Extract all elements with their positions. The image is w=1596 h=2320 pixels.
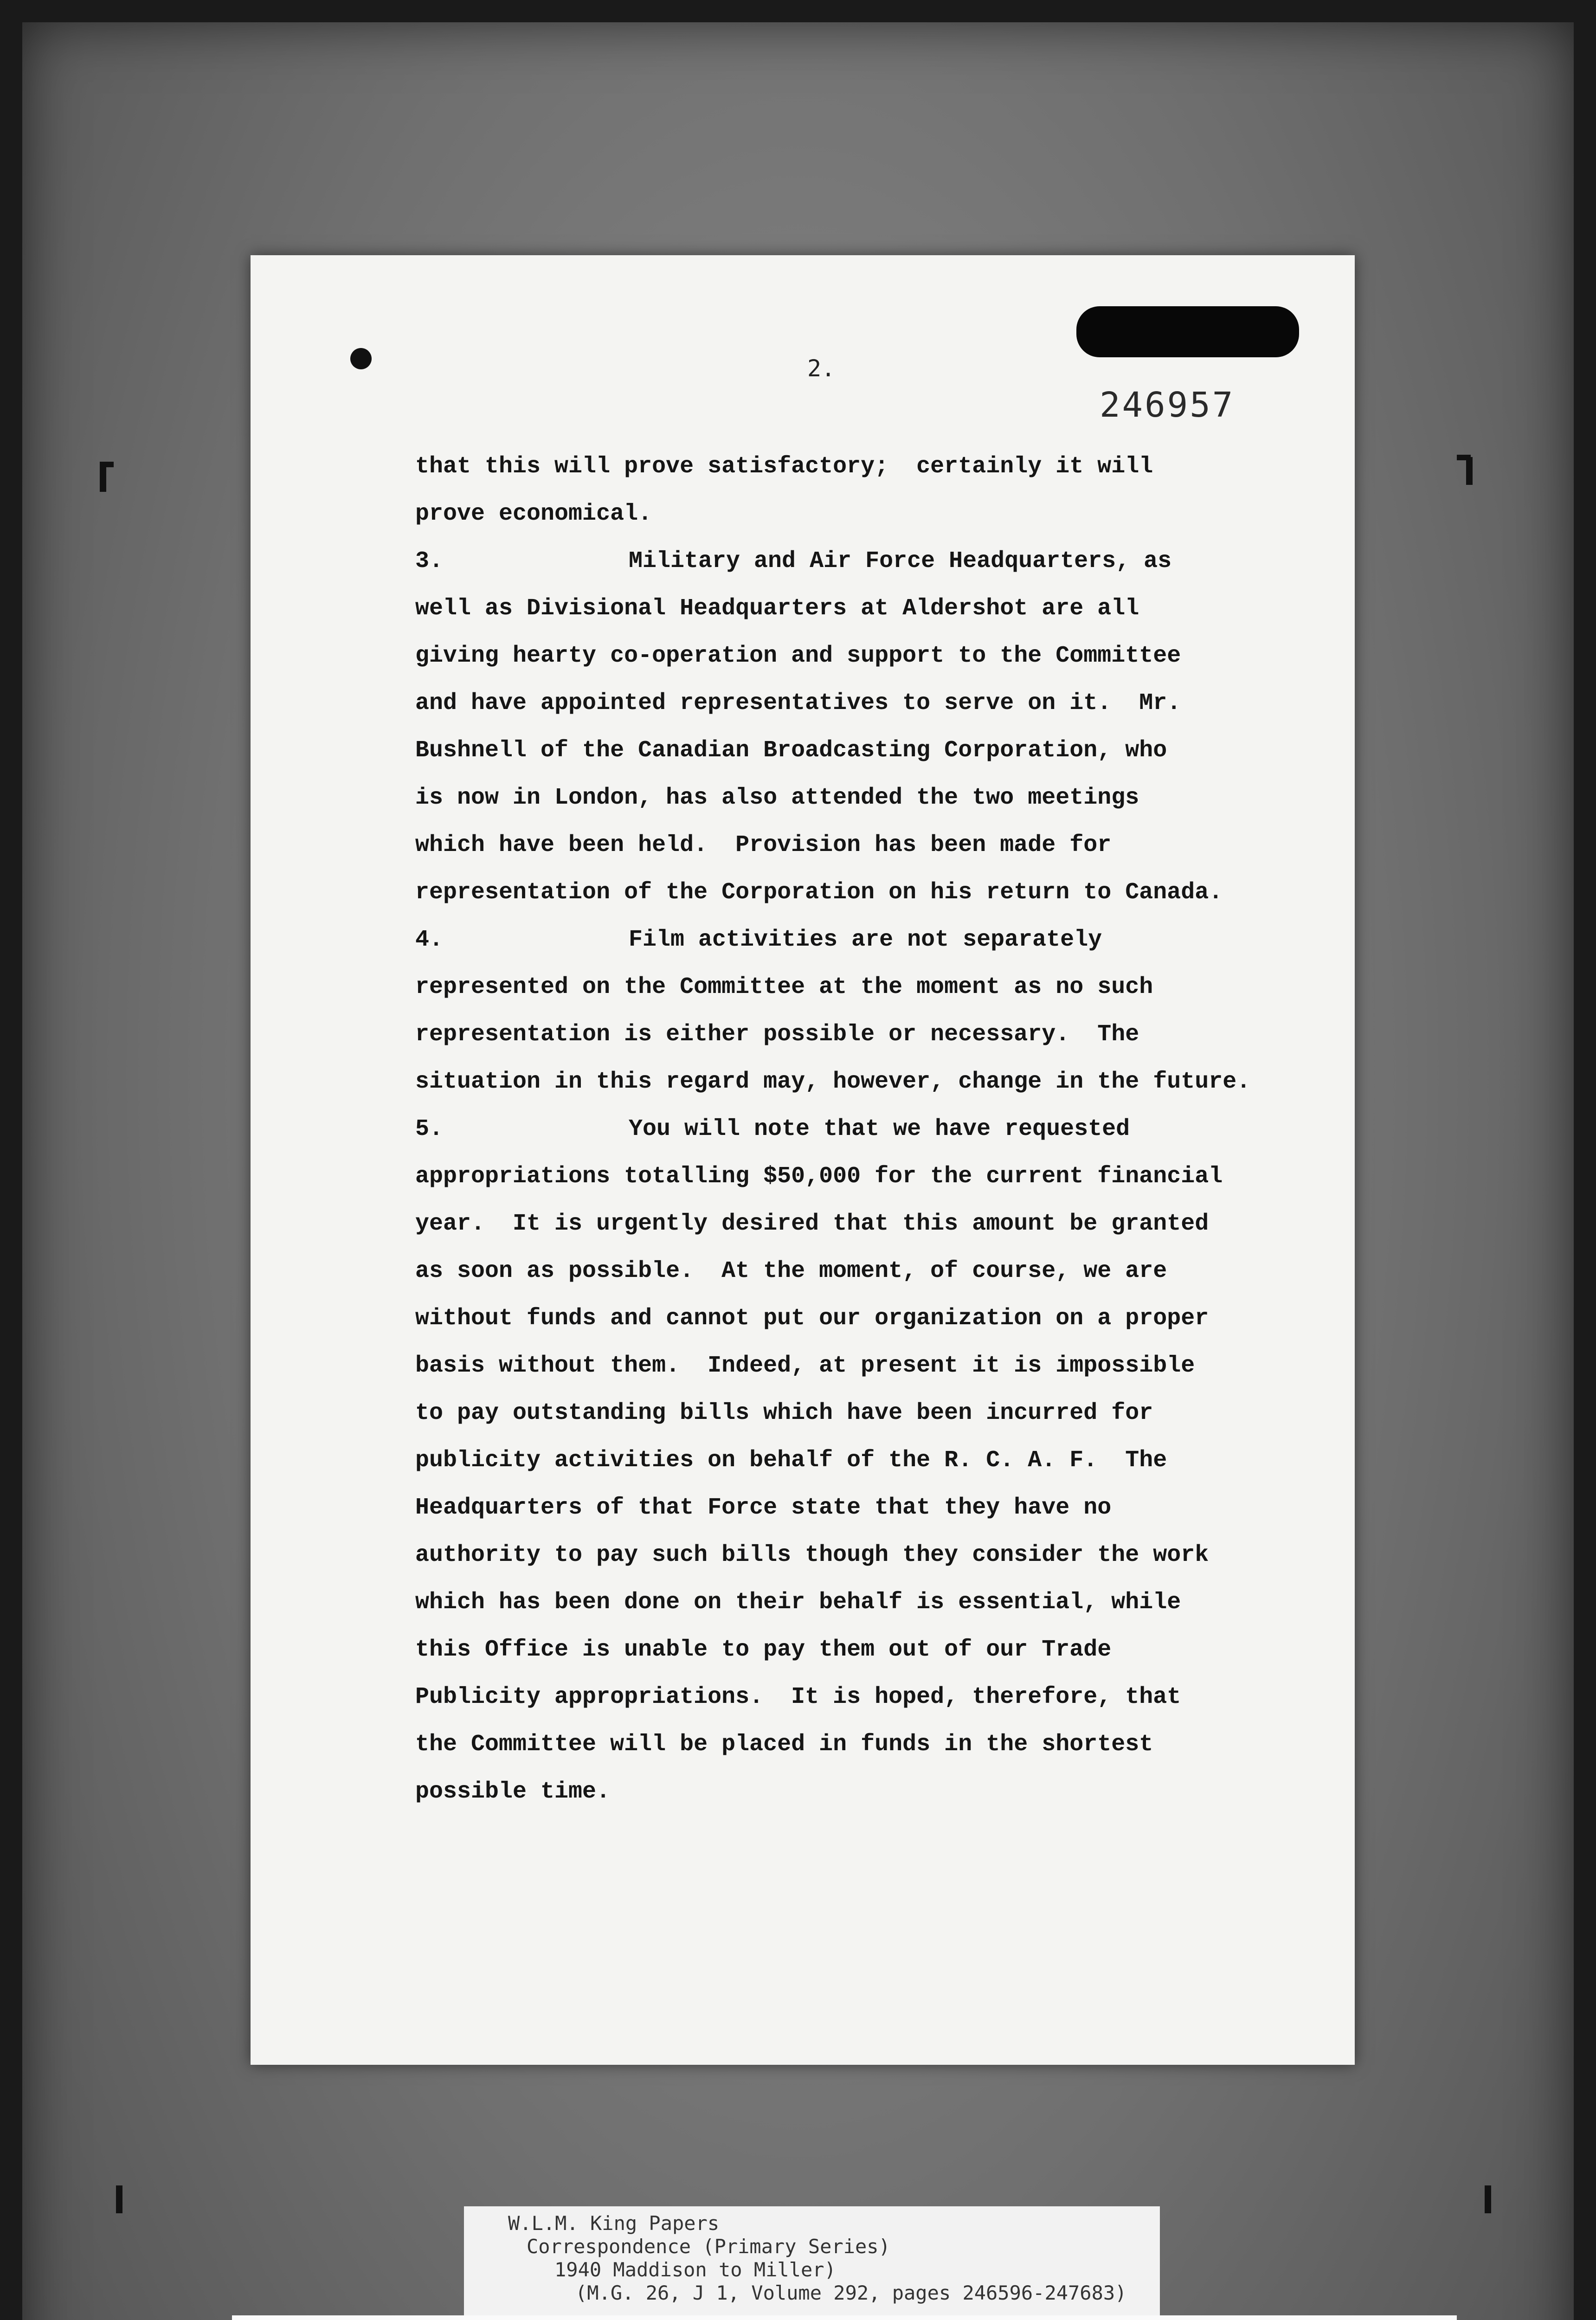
catalog-line: Correspondence (Primary Series) — [527, 2235, 890, 2258]
text-line: giving hearty co-operation and support to the Committee — [415, 643, 1181, 669]
catalog-line: (M.G. 26, J 1, Volume 292, pages 246596-247683) — [575, 2281, 1127, 2304]
registration-mark-icon — [116, 2185, 122, 2213]
registration-mark-icon — [100, 462, 114, 467]
registration-mark-icon — [100, 464, 106, 492]
text-line: well as Divisional Headquarters at Aldershot are all — [415, 595, 1139, 622]
text-line: is now in London, has also attended the two meetings — [415, 785, 1139, 811]
redaction-bar — [1076, 306, 1299, 357]
text-line: which have been held. Provision has been made for — [415, 832, 1112, 858]
catalog-label — [464, 2206, 1160, 2318]
text-line: appropriations totalling $50,000 for the current financial — [415, 1163, 1223, 1190]
catalog-line: 1940 Maddison to Miller) — [554, 2258, 836, 2281]
text-line: as soon as possible. At the moment, of course, we are — [415, 1258, 1167, 1284]
catalog-line: W.L.M. King Papers — [508, 2212, 720, 2235]
text-line: to pay outstanding bills which have been incurred for — [415, 1400, 1153, 1426]
text-line: the Committee will be placed in funds in the shortest — [415, 1731, 1153, 1758]
text-line: Publicity appropriations. It is hoped, therefore, that — [415, 1684, 1181, 1710]
registration-mark-icon — [1485, 2185, 1491, 2213]
text-line: and have appointed representatives to serve on it. Mr. — [415, 690, 1181, 716]
page-number: 2. — [807, 355, 836, 382]
paragraph-3-first-line: 3. Military and Air Force Headquarters, as — [415, 538, 1287, 585]
registration-mark-icon — [1457, 455, 1471, 460]
paragraph-number: 3. — [415, 548, 444, 574]
text-line: year. It is urgently desired that this amount be granted — [415, 1211, 1209, 1237]
text-line: this Office is unable to pay them out of our Trade — [415, 1637, 1112, 1663]
text-line: Bushnell of the Canadian Broadcasting Corporation, who — [415, 737, 1167, 764]
text-line: Headquarters of that Force state that they have no — [415, 1495, 1112, 1521]
text-line: representation of the Corporation on his return to Canada. — [415, 879, 1223, 906]
text-line: prove economical. — [415, 501, 652, 527]
registration-mark-icon — [1466, 457, 1473, 485]
text-line: basis without them. Indeed, at present it is impossible — [415, 1353, 1195, 1379]
text-line: without funds and cannot put our organization on a proper — [415, 1305, 1209, 1332]
paragraph-5-first-line: 5. You will note that we have requested — [415, 1106, 1287, 1153]
text-line: situation in this regard may, however, change in the future. — [415, 1069, 1251, 1095]
letter-body — [415, 443, 1287, 1816]
text-line: represented on the Committee at the moment as no such — [415, 974, 1153, 1000]
text-line: that this will prove satisfactory; certainly it will — [415, 453, 1153, 480]
document-id: 246957 — [1100, 385, 1235, 425]
paragraph-number: 4. — [415, 927, 444, 953]
text-line: which has been done on their behalf is essential, while — [415, 1589, 1181, 1616]
punch-hole-icon — [350, 348, 372, 369]
archives-banner — [232, 2315, 1457, 2320]
paragraph-number: 5. — [415, 1116, 444, 1142]
text-line: publicity activities on behalf of the R. C. A. F. The — [415, 1447, 1167, 1474]
text-line: possible time. — [415, 1779, 611, 1805]
paragraph-4-first-line: 4. Film activities are not separately — [415, 916, 1287, 964]
text-line: representation is either possible or necessary. The — [415, 1021, 1139, 1048]
text-line: authority to pay such bills though they consider the work — [415, 1542, 1209, 1568]
